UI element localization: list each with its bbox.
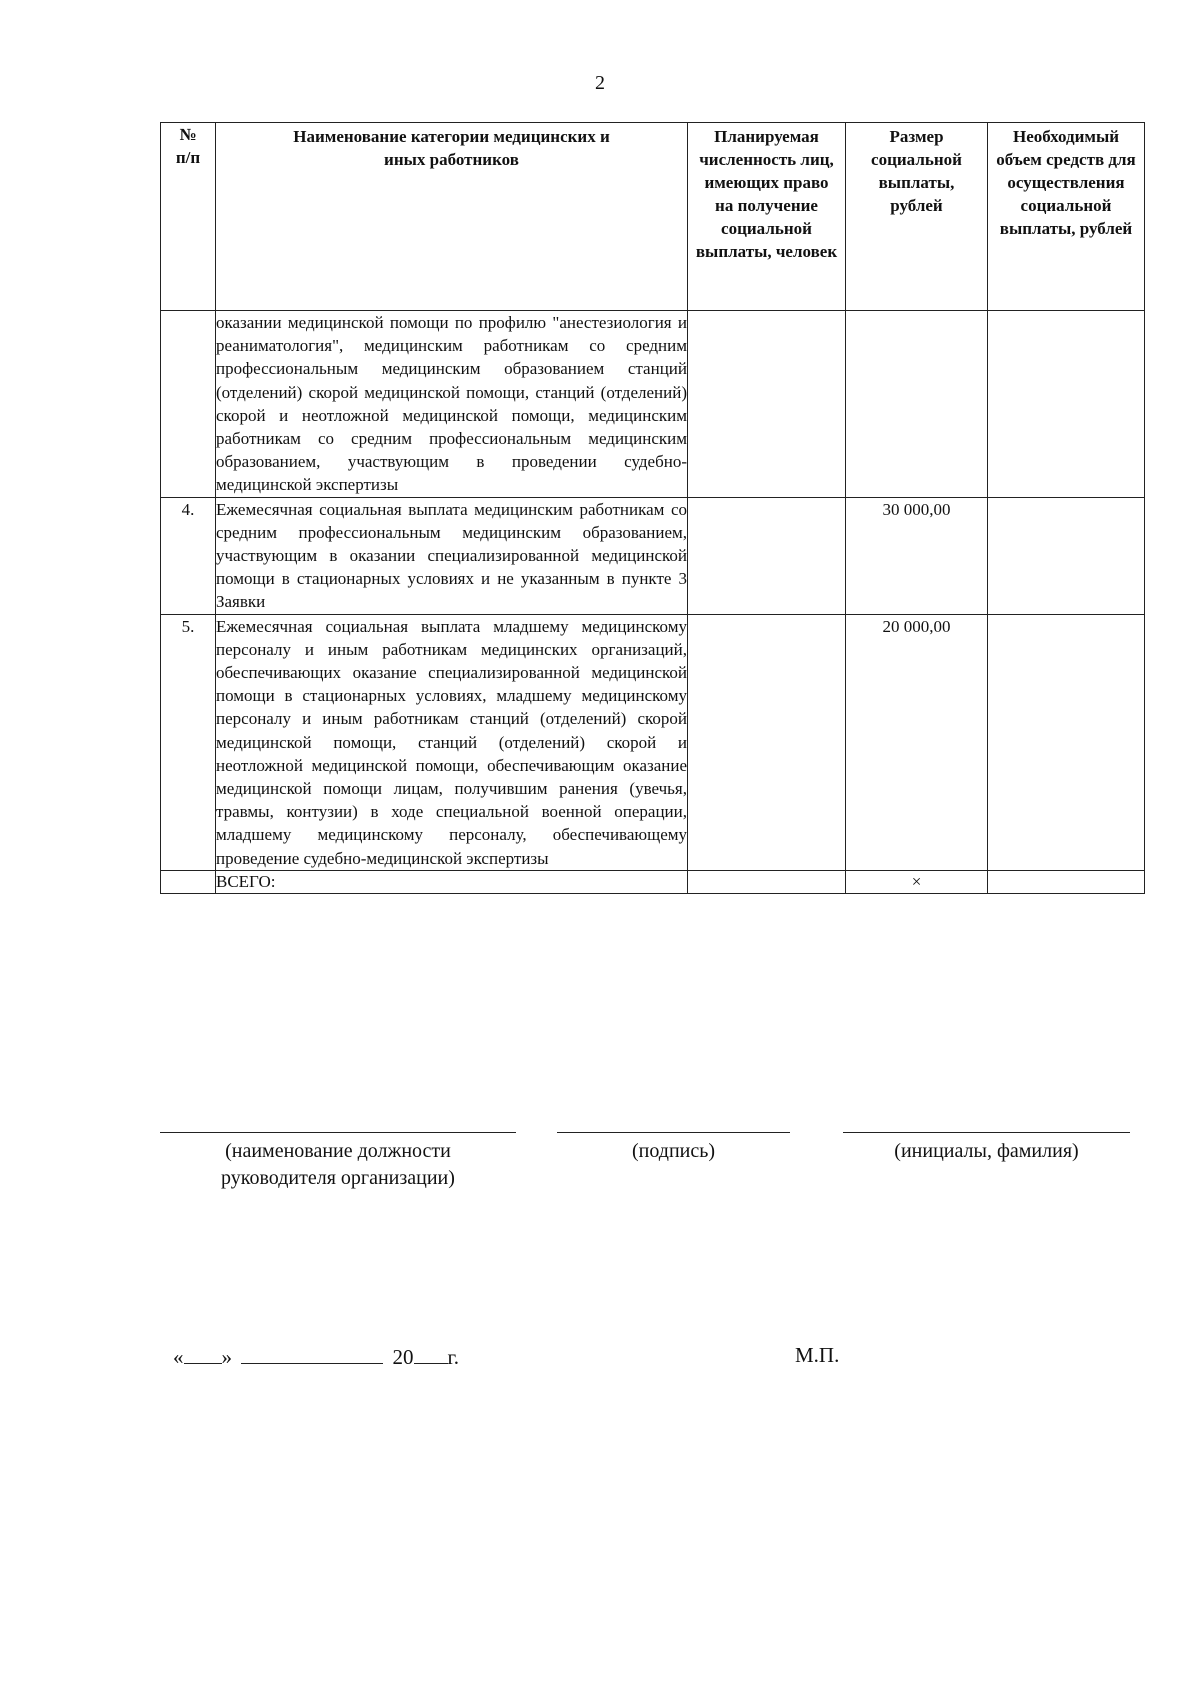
name-caption: (инициалы, фамилия) (894, 1140, 1079, 1162)
total-required-funds (988, 870, 1145, 893)
signature-line[interactable] (557, 1132, 790, 1133)
row-planned-count (688, 311, 846, 498)
total-payment-size: × (846, 870, 988, 893)
row-required-funds (988, 497, 1145, 614)
table-header-row (161, 123, 1145, 311)
row-category: Ежемесячная социальная выплата медицинским работникам со средним профессиональным медицинским образованием, участвующим в оказании специализированной медицинской помощи в стационарных условиях и не указанным в пункте 3 Заявки (216, 497, 688, 614)
total-row (161, 870, 1145, 893)
row-payment-size: 20 000,00 (846, 614, 988, 870)
table-row (161, 614, 1145, 870)
social-payment-table (160, 122, 1145, 894)
year-blank[interactable] (414, 1343, 448, 1364)
signature-caption: (подпись) (631, 1140, 716, 1162)
total-label: ВСЕГО: (216, 870, 688, 893)
row-number: 5. (161, 614, 216, 870)
date-open-quote: « (173, 1345, 184, 1369)
month-blank[interactable] (241, 1343, 383, 1364)
total-number-cell (161, 870, 216, 893)
row-required-funds (988, 311, 1145, 498)
position-signature-line[interactable] (160, 1132, 516, 1133)
header-planned-count: Планируемая численность лиц, имеющих право на получение социальной выплаты, человек (688, 123, 846, 311)
header-payment-size: Размер социальной выплаты, рублей (846, 123, 988, 311)
row-category: оказании медицинской помощи по профилю "анестезиология и реаниматология", медицинским работникам со средним профессиональным медицинским образованием станций (отделений) скорой медицинской помощи, станций (отделений) скорой и неотложной медицинской помощи, медицинским работникам со средним профессиональным медицинским образованием, участвующим в проведении судебно-медицинской экспертизы (216, 311, 688, 498)
header-required-funds: Необходимый объем средств для осуществления социальной выплаты, рублей (988, 123, 1145, 311)
row-required-funds (988, 614, 1145, 870)
row-payment-size (846, 311, 988, 498)
row-number: 4. (161, 497, 216, 614)
date-close-quote: » (221, 1345, 232, 1369)
position-caption: (наименование должности руководителя организации) (221, 1140, 455, 1189)
row-number (161, 311, 216, 498)
date-field (173, 1343, 459, 1370)
table-row (161, 311, 1145, 498)
table-row (161, 497, 1145, 614)
stamp-placeholder: М.П. (795, 1343, 840, 1367)
page-number: 2 (595, 72, 605, 94)
day-blank[interactable] (184, 1343, 222, 1364)
header-number: № п/п (161, 123, 216, 311)
name-signature-line[interactable] (843, 1132, 1130, 1133)
row-planned-count (688, 497, 846, 614)
year-prefix: 20 (392, 1345, 414, 1369)
header-category: Наименование категории медицинских и иных работников (216, 123, 688, 311)
row-payment-size: 30 000,00 (846, 497, 988, 614)
year-suffix: г. (447, 1345, 459, 1369)
row-category: Ежемесячная социальная выплата младшему медицинскому персоналу и иным работникам медицинских организаций, обеспечивающих оказание специализированной медицинской помощи в стационарных условиях, младшему медицинскому персоналу и иным работникам станций (отделений) скорой медицинской помощи, станций (отделений) скорой и неотложной медицинской помощи, обеспечивающим оказание медицинской помощи лицам, получившим ранения (увечья, травмы, контузии) в ходе специальной военной операции, младшему медицинскому персоналу, обеспечивающему проведение судебно-медицинской экспертизы (216, 614, 688, 870)
total-planned-count (688, 870, 846, 893)
row-planned-count (688, 614, 846, 870)
